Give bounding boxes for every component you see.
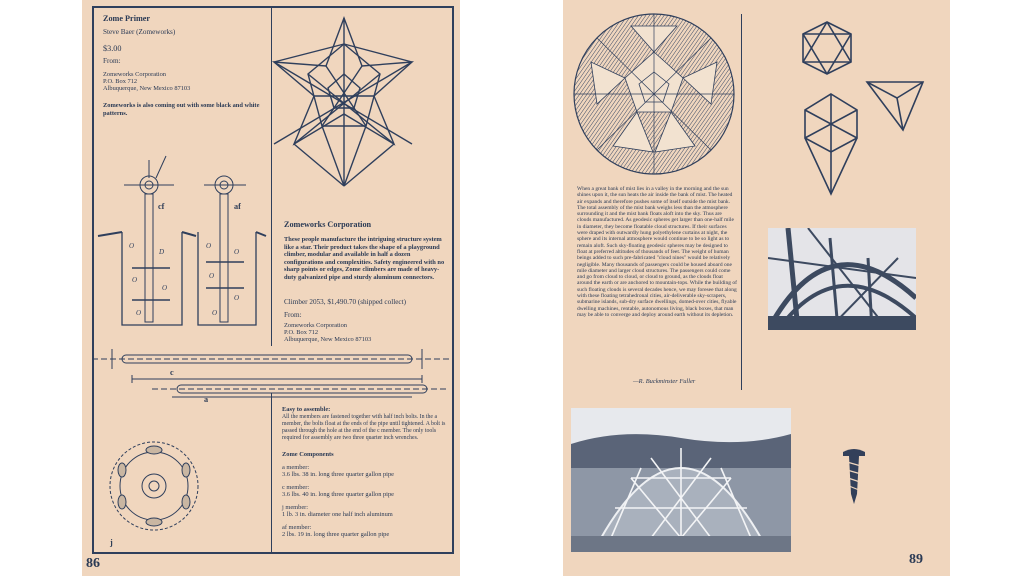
corporation-address-line: Albuquerque, New Mexico 87103 [284, 336, 372, 343]
fuller-attribution: —R. Buckminster Fuller [633, 378, 696, 385]
svg-text:O: O [209, 272, 215, 280]
component-desc: 3.6 lbs. 40 in. long three quarter gallon pipe [282, 491, 394, 498]
j-member-hub-drawing [108, 438, 200, 536]
right-page [563, 0, 950, 576]
label-af: af [234, 202, 241, 211]
label-c: c [170, 368, 174, 377]
assembly-title: Easy to assemble: [282, 406, 331, 413]
components-title: Zome Components [282, 451, 334, 458]
component-desc: 2 lbs. 19 in. long three quarter gallon pipe [282, 531, 390, 538]
component-desc: 3.6 lbs. 38 in. long three quarter gallon pipe [282, 471, 394, 478]
corporation-address-line: Zomeworks Corporation [284, 322, 348, 329]
component-name: af member: [282, 524, 312, 531]
page-number-right: 89 [909, 552, 923, 567]
primer-address-line: Albuquerque, New Mexico 87103 [103, 85, 191, 92]
zome-star-structure-drawing [262, 14, 427, 190]
svg-text:O: O [129, 242, 135, 250]
svg-text:O: O [206, 242, 212, 250]
column-divider-bottom [271, 393, 272, 553]
fuller-quote: When a great bank of mist lies in a valley in the morning and the sun shines upon it, the sun heats the air inside the bank of mist. The heated air expands and therefore pushes some of itself outside the mist bank. The total assembly of the mist bank weighs less than the atmosphere surrounding it and the mist bank floats aloft into the sky. Thus are clouds manufactured. As geodesic spheres get larger than one-half mile in diameter, they become floatable cloud structures. If their surfaces were draped with outwardly hung polyethylene curtains at night, the sphere and its internal atmosphere would continue to be so light as to remain aloft. Such sky-floating geodesic spheres may be designed to float at preferred altitudes of thousands of feet. The weight of human beings added to such pre-fabricated "cloud nines" would be relatively negligible. Many thousands of passengers could be housed aboard one mile diameter and larger cloud structures. The passengers could come and go from cloud to cloud, or cloud to ground, as the clouds float around the earth or are anchored to mountain-tops. While the building of such floating clouds is several decades hence, we may foresee that along with these floating tetrahedronal cities, air-deliverable sky-scrapers, submarine islands, sub-dry surface dwellings, domed-over cities, flyable dwelling machines, rentable, autonomous living, black boxes, that man may be able to converge and deploy around earth without its depletion. [577, 186, 737, 318]
pipe-members-drawing [92, 345, 452, 405]
corporation-address-line: P.O. Box 712 [284, 329, 319, 336]
corporation-body: These people manufacture the intriguing structure system like a star. Their product takes the shape of a playground climber, modular and available in half a dozen configurations and complexities. Safety engineered with no sharp points or edges, Zome climbers are made of heavy-duty galvanized pipe and sturdy aluminum connectors. [284, 236, 445, 281]
component-name: c member: [282, 484, 310, 491]
column-divider [741, 14, 742, 390]
primer-title: Zome Primer [103, 14, 151, 23]
svg-text:O: O [136, 309, 142, 317]
svg-text:O: O [212, 309, 218, 317]
svg-text:O: O [132, 276, 138, 284]
primer-from-label: From: [103, 57, 121, 65]
svg-text:O: O [234, 294, 240, 302]
component-desc: 1 lb. 3 in. diameter one half inch aluminum [282, 511, 393, 518]
page-number-left: 86 [86, 556, 100, 571]
corporation-price-line: Climber 2053, $1,490.70 (shipped collect) [284, 298, 406, 306]
frame-bottom-rule [92, 552, 454, 554]
geodesic-dome-photo [571, 408, 791, 552]
polyhedra-drawings [791, 18, 931, 198]
frame-right-rule [452, 6, 454, 554]
primer-author: Steve Baer (Zomeworks) [103, 28, 176, 36]
dome-frame-photo [768, 228, 916, 330]
svg-text:O: O [162, 284, 168, 292]
screw-icon [841, 448, 867, 506]
primer-address-line: P.O. Box 712 [103, 78, 138, 85]
corporation-from-label: From: [284, 311, 302, 319]
corporation-title: Zomeworks Corporation [284, 220, 372, 229]
svg-text:D: D [159, 248, 165, 256]
left-page [82, 0, 460, 576]
geodesic-dome-photo-detail [571, 408, 791, 552]
label-cf: cf [158, 202, 165, 211]
svg-text:O: O [234, 248, 240, 256]
component-name: a member: [282, 464, 310, 471]
primer-price: $3.00 [103, 44, 122, 53]
geodesic-sphere-drawing [571, 12, 737, 176]
label-j: j [110, 538, 113, 547]
label-a: a [204, 395, 209, 404]
dome-frame-photo-detail [768, 228, 916, 330]
primer-address-line: Zomeworks Corporation [103, 71, 167, 78]
component-name: j member: [282, 504, 309, 511]
primer-note: Zomeworks is also coming out with some black and white patterns. [103, 102, 260, 117]
ground-anchor-drawing [94, 150, 269, 345]
frame-top-rule [92, 6, 454, 8]
assembly-body: All the members are fastened together with half inch bolts. In the a member, the bolts float at the ends of the pipe until tightened. A bolt is passed through the hole at the end of the c member. The only tools required for assembly are two three quarter inch wrenches. [282, 414, 446, 441]
